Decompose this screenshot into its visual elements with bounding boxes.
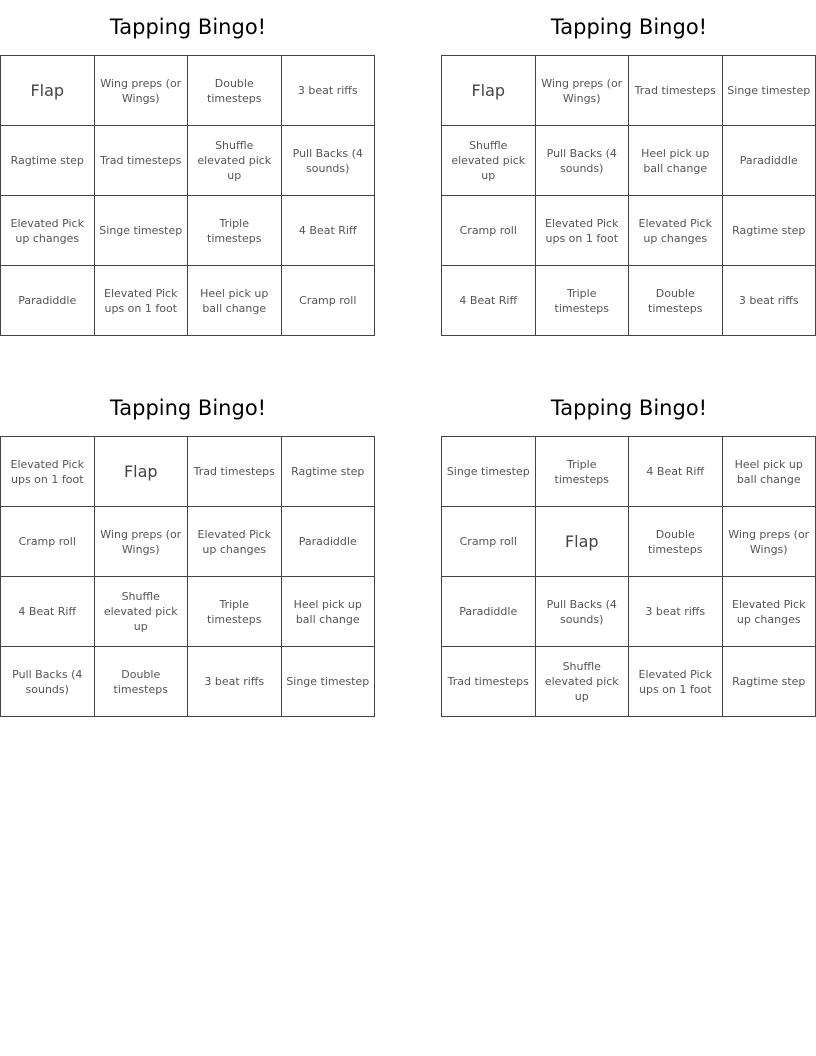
bingo-cell: 4 Beat Riff <box>629 437 723 507</box>
bingo-cell: Triple timesteps <box>536 266 630 336</box>
bingo-cell: Heel pick up ball change <box>629 126 723 196</box>
bingo-cell: Triple timesteps <box>536 437 630 507</box>
bingo-cell: Shuffle elevated pick up <box>188 126 282 196</box>
bingo-cell: Wing preps (or Wings) <box>536 56 630 126</box>
bingo-cell: 4 Beat Riff <box>282 196 376 266</box>
bingo-cell: Pull Backs (4 sounds) <box>1 647 95 717</box>
bingo-cell: Ragtime step <box>282 437 376 507</box>
bingo-cell: 3 beat riffs <box>629 577 723 647</box>
card-title: Tapping Bingo! <box>550 15 708 39</box>
bingo-cell: Ragtime step <box>723 196 816 266</box>
bingo-cell: Flap <box>442 56 536 126</box>
bingo-cell: Paradiddle <box>1 266 95 336</box>
bingo-cell: Heel pick up ball change <box>723 437 816 507</box>
bingo-cell: Double timesteps <box>629 507 723 577</box>
bingo-cell: Shuffle elevated pick up <box>442 126 536 196</box>
bingo-cell: Ragtime step <box>1 126 95 196</box>
bingo-cell: Double timesteps <box>629 266 723 336</box>
bingo-cell: Cramp roll <box>442 196 536 266</box>
bingo-card-4 <box>441 381 816 717</box>
bingo-cell: Flap <box>536 507 630 577</box>
bingo-cell: Elevated Pick up changes <box>188 507 282 577</box>
bingo-cell: Pull Backs (4 sounds) <box>536 126 630 196</box>
bingo-cell: Cramp roll <box>282 266 376 336</box>
bingo-cell: 3 beat riffs <box>723 266 816 336</box>
bingo-cell: Shuffle elevated pick up <box>536 647 630 717</box>
bingo-cell: Heel pick up ball change <box>282 577 376 647</box>
bingo-cell: Double timesteps <box>188 56 282 126</box>
bingo-cell: Paradiddle <box>442 577 536 647</box>
bingo-cell: Cramp roll <box>442 507 536 577</box>
bingo-cell: Singe timestep <box>723 56 816 126</box>
bingo-cell: Singe timestep <box>95 196 189 266</box>
bingo-cell: Pull Backs (4 sounds) <box>536 577 630 647</box>
bingo-card-3 <box>0 381 376 717</box>
bingo-cell: Cramp roll <box>1 507 95 577</box>
bingo-cell: Double timesteps <box>95 647 189 717</box>
bingo-cell: Singe timestep <box>282 647 376 717</box>
bingo-cell: 4 Beat Riff <box>442 266 536 336</box>
bingo-cell: 3 beat riffs <box>282 56 376 126</box>
bingo-grid <box>441 436 816 717</box>
bingo-grid <box>441 55 816 336</box>
card-title: Tapping Bingo! <box>550 396 708 420</box>
bingo-cell: 3 beat riffs <box>188 647 282 717</box>
bingo-cell: Flap <box>95 437 189 507</box>
bingo-cell: Triple timesteps <box>188 196 282 266</box>
card-title: Tapping Bingo! <box>109 396 267 420</box>
bingo-cell: Trad timesteps <box>442 647 536 717</box>
bingo-cell: Shuffle elevated pick up <box>95 577 189 647</box>
bingo-cell: Wing preps (or Wings) <box>95 56 189 126</box>
bingo-cell: Trad timesteps <box>629 56 723 126</box>
bingo-cell: Pull Backs (4 sounds) <box>282 126 376 196</box>
bingo-cell: Paradiddle <box>282 507 376 577</box>
bingo-cell: Wing preps (or Wings) <box>723 507 816 577</box>
bingo-cell: Flap <box>1 56 95 126</box>
bingo-cell: Elevated Pick up changes <box>1 196 95 266</box>
bingo-cell: Triple timesteps <box>188 577 282 647</box>
bingo-cell: Heel pick up ball change <box>188 266 282 336</box>
card-title: Tapping Bingo! <box>109 15 267 39</box>
bingo-cell: Wing preps (or Wings) <box>95 507 189 577</box>
bingo-grid <box>0 55 375 336</box>
bingo-cell: Elevated Pick up changes <box>629 196 723 266</box>
bingo-cell: Elevated Pick ups on 1 foot <box>1 437 95 507</box>
bingo-cell: Elevated Pick ups on 1 foot <box>95 266 189 336</box>
bingo-cell: Ragtime step <box>723 647 816 717</box>
bingo-card-2 <box>441 0 816 336</box>
bingo-cell: 4 Beat Riff <box>1 577 95 647</box>
bingo-cell: Singe timestep <box>442 437 536 507</box>
bingo-cell: Trad timesteps <box>188 437 282 507</box>
bingo-cell: Elevated Pick ups on 1 foot <box>536 196 630 266</box>
bingo-grid <box>0 436 375 717</box>
bingo-cell: Trad timesteps <box>95 126 189 196</box>
bingo-cell: Elevated Pick ups on 1 foot <box>629 647 723 717</box>
bingo-cell: Paradiddle <box>723 126 816 196</box>
bingo-cell: Elevated Pick up changes <box>723 577 816 647</box>
bingo-card-1 <box>0 0 376 336</box>
